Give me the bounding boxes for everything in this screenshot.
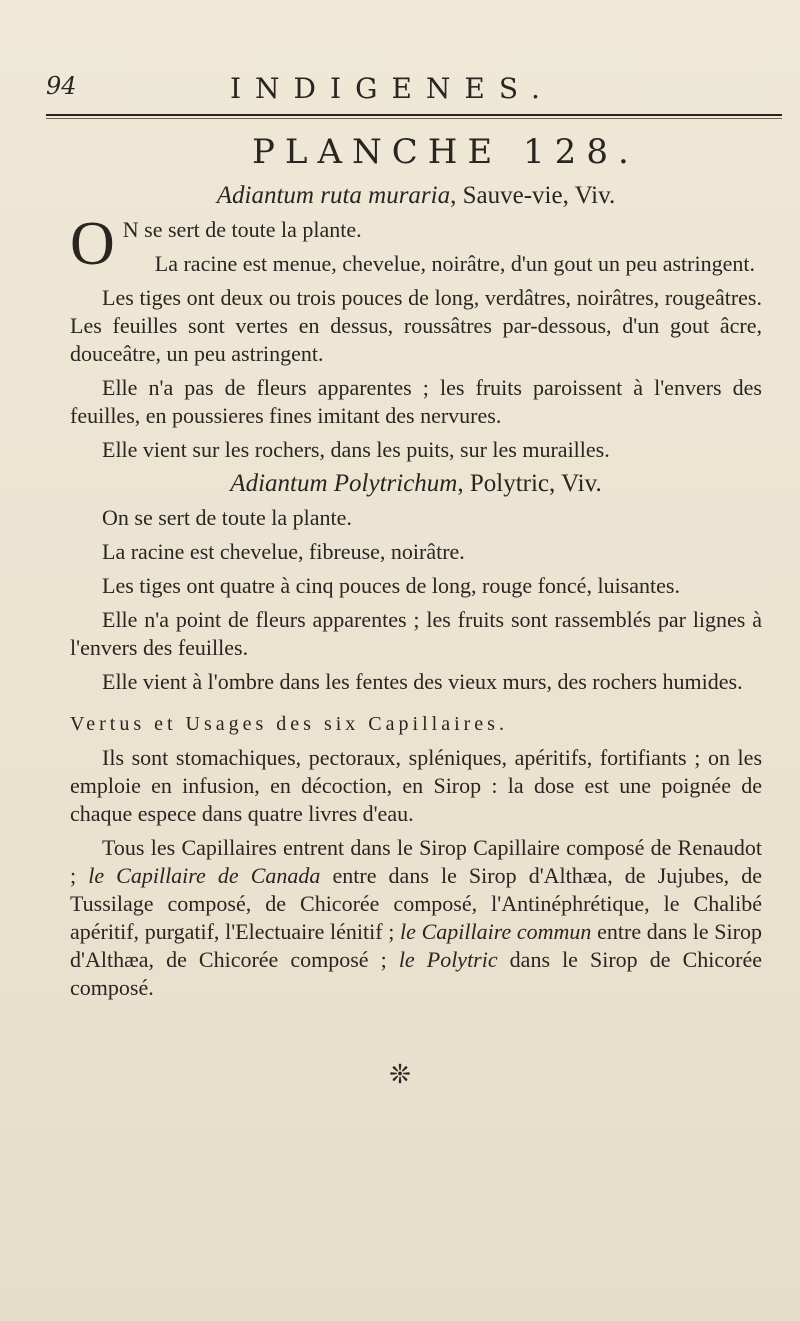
- running-head: [46, 72, 776, 108]
- italic-term: le Polytric: [398, 947, 498, 972]
- italic-term: le Capillaire de Canada: [88, 863, 321, 888]
- paragraph-fruits: Elle n'a point de fleurs apparentes ; les fruits sont rassemblés par lignes à l'envers des feuilles.: [70, 607, 762, 660]
- section-title: INDIGENES.: [230, 72, 554, 105]
- paragraph-root: La racine est menue, chevelue, noirâtre, d'un gout un peu astringent.: [154, 251, 755, 276]
- paragraph-syrups: Tous les Capillaires entrent dans le Sirop Capillaire composé de Renaudot ; le Capillaire de Canada entre dans le Sirop d'Althæa, de Jujubes, de Tussilage composé, de Chicorée composé, l'Antinéphrétique, le Chalibé apéritif, purgatif, l'Electuaire lénitif ; le Capillaire commun entre dans le Sirop d'Althæa, de Chicorée composé ; le Polytric dans le Sirop de Chicorée composé.: [70, 835, 762, 1000]
- virtues-heading: Vertus et Usages des six Capillaires.: [70, 713, 508, 735]
- paragraph-stems: Les tiges ont deux ou trois pouces de long, verdâtres, noirâtres, rougeâtres. Les feuilles sont vertes en dessus, roussâtres par-dessous, d'un gout âcre, douceâtre, un peu astringent.: [70, 285, 762, 366]
- italic-term: le Capillaire commun: [400, 919, 592, 944]
- paragraph-virtues: Ils sont stomachiques, pectoraux, spléniques, apéritifs, fortifiants ; on les emploie en infusion, en décoction, en Sirop : la dose est une poignée de chaque espece dans quatre livres d'eau.: [70, 745, 762, 826]
- paragraph-usage: On se sert de toute la plante.: [102, 505, 352, 530]
- common-name: , Polytric, Viv.: [457, 470, 602, 497]
- latin-name: Adiantum ruta muraria: [216, 182, 451, 209]
- drop-cap: O: [70, 210, 115, 278]
- printer-ornament-icon: ❊: [389, 1060, 411, 1090]
- latin-name: Adiantum Polytrichum: [230, 470, 458, 497]
- entry-heading-polytrichum: [70, 470, 762, 498]
- paragraph-habitat: Elle vient sur les rochers, dans les puits, sur les murailles.: [102, 437, 610, 462]
- body-text: [70, 182, 762, 1008]
- paragraph-fruits: Elle n'a pas de fleurs apparentes ; les fruits paroissent à l'envers des feuilles, en poussieres fines imitant des nervures.: [70, 375, 762, 428]
- paragraph-root: La racine est chevelue, fibreuse, noirâtre.: [102, 539, 465, 564]
- paragraph-habitat: Elle vient à l'ombre dans les fentes des vieux murs, des rochers humides.: [102, 669, 743, 694]
- entry-heading-ruta-muraria: [70, 182, 762, 210]
- common-name: , Sauve-vie, Viv.: [450, 182, 616, 209]
- page-number: 94: [46, 72, 77, 100]
- paragraph-usage: O N se sert de toute la plante.: [70, 210, 362, 278]
- header-rule-thin: [46, 118, 782, 119]
- header-rule: [46, 114, 782, 116]
- paragraph-stems: Les tiges ont quatre à cinq pouces de long, rouge foncé, luisantes.: [102, 573, 680, 598]
- plate-title: PLANCHE 128.: [252, 132, 639, 172]
